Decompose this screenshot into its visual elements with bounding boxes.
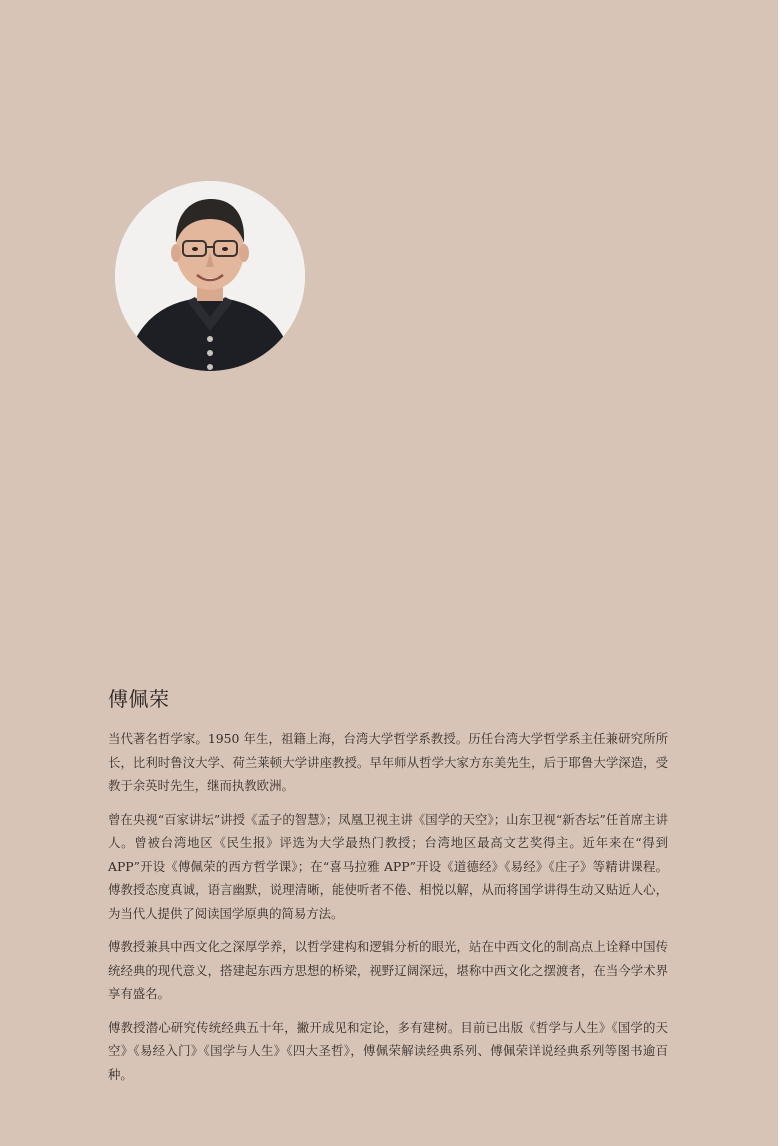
bio-paragraph-2: 曾在央视“百家讲坛”讲授《孟子的智慧》；凤凰卫视主讲《国学的天空》；山东卫视“新杏坛”任首席主讲人。曾被台湾地区《民生报》评选为大学最热门教授；台湾地区最高文艺奖得主。近年来在“得到 APP”开设《傅佩荣的西方哲学课》；在“喜马拉雅 APP”开设《道德经》《易经》《庄子》等精讲课程。傅教授态度真诚，语言幽默，说理清晰，能使听者不倦、相悦以解，从而将国学讲得生动又贴近人心，为当代人提供了阅读国学原典的简易方法。 [108, 811, 668, 921]
bio-paragraph-4: 傅教授潜心研究传统经典五十年，撇开成见和定论，多有建树。目前已出版《哲学与人生》《国学的天空》《易经入门》《国学与人生》《四大圣哲》，傅佩荣解读经典系列、傅佩荣详说经典系列等图书逾百种。 [108, 1019, 668, 1082]
author-name: 傅佩荣 [108, 687, 170, 711]
bio-paragraph-1: 当代著名哲学家。1950 年生，祖籍上海，台湾大学哲学系教授。历任台湾大学哲学系主任兼研究所所长，比利时鲁汶大学、荷兰莱顿大学讲座教授。早年师从哲学大家方东美先生，后于耶鲁大学深造，受教于余英时先生，继而执教欧洲。 [108, 731, 668, 793]
bio-paragraph-3: 傅教授兼具中西文化之深厚学养，以哲学建构和逻辑分析的眼光，站在中西文化的制高点上诠释中国传统经典的现代意义，搭建起东西方思想的桥梁，视野辽阔深远，堪称中西文化之摆渡者，在当今学术界享有盛名。 [108, 939, 668, 1001]
author-portrait [115, 181, 305, 371]
portrait-photo [115, 181, 305, 371]
page-edge [778, 0, 784, 1146]
author-bio [108, 683, 668, 1096]
